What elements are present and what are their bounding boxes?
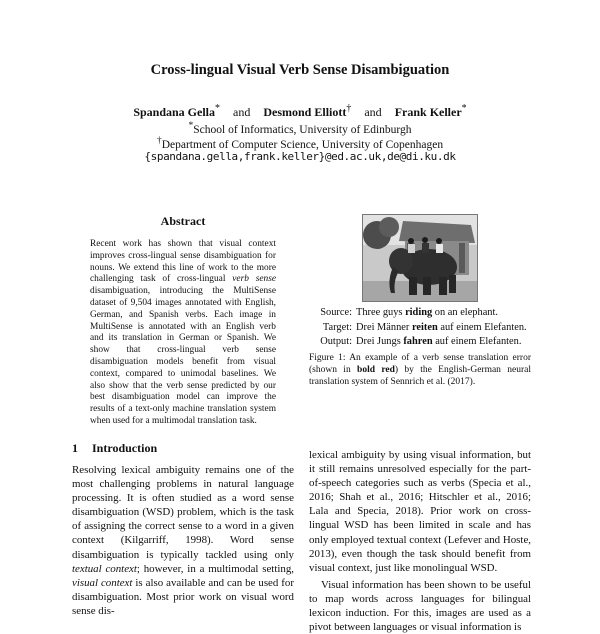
author-list — [0, 103, 600, 120]
elephant-riders-photo — [362, 214, 478, 302]
figure-line-text — [356, 335, 521, 350]
figure-line-label: Source: — [320, 307, 352, 318]
affiliation-text: School of Informatics, University of Edinburgh — [193, 123, 412, 136]
caption-text: ) by the English-German neural translation system of Sennrich et al. (2017). — [309, 365, 531, 387]
abstract-text: disambiguation, introducing the MultiSense dataset of 9,504 images annotated with English, German, and Spanish verbs. Each image in MultiSense is annotated with an English verb and its translation in German or Spanish. We show that cross-lingual verb sense disambiguation models benefit from visual context, compared to unimodal baselines. We also show that the verb sense predicted by our best disambiguation model can improve the results of a text-only machine translation system when used for a multimodal translation task. — [90, 286, 276, 426]
affiliation — [0, 120, 600, 136]
figure-line-label: Output: — [320, 336, 352, 347]
affiliation-mark: * — [188, 120, 194, 131]
right-column-body — [309, 448, 531, 634]
body-text: Resolving lexical ambiguity remains one of the most challenging problems in natural language processing. It is often studied as a word sense disambiguation (WSD) problem, which is the task of assigning the correct sense to a word in a given context (Kilgarriff, 1998). Word sense disambiguation is typically tackled using only — [72, 464, 294, 561]
paragraph: lexical ambiguity by using visual information, but it still remains unresolved especially for the part-of-speech categories such as verbs (Specia et al., 2016; Shah et al., 2016; Hitschler et al., 2016; Lala and Specia, 2018). Prior work on cross-lingual WSD has been limited in scale and has only employed textual context (Lefever and Hoste, 2013), even though the task should benefit from visual context, just like monolingual WSD. — [309, 449, 531, 574]
author-mark: † — [346, 103, 352, 114]
paragraph: Visual information has been shown to be useful to map words across languages for bilingual lexicon induction. For this, images are used as a pivot between languages or visual information is — [309, 578, 531, 634]
figure-output-line — [312, 335, 534, 350]
author-name: Desmond Elliott — [263, 105, 347, 119]
figure-text: auf einem Elefanten. — [432, 336, 522, 347]
body-text: is also available and can be used for disambiguation. Most prior work on visual word sense dis- — [72, 576, 294, 617]
abstract-body — [90, 239, 276, 428]
author-name: Spandana Gella — [133, 105, 216, 119]
figure-line-label: Target: — [322, 321, 352, 333]
figure-bold-verb: reiten — [411, 321, 438, 333]
author-emails: {spandana.gella,frank.keller}@ed.ac.uk,de@di.ku.dk — [144, 150, 456, 163]
abstract-text: Recent work has shown that visual context improves cross-lingual sense disambiguation for nouns. We extend this line of work to the more challenging task of cross-lingual — [90, 239, 276, 285]
figure-text: on an elephant. — [432, 307, 498, 318]
figure-translation-example — [312, 306, 534, 350]
figure-line-text — [356, 321, 527, 336]
figure-target-line — [312, 321, 534, 336]
figure-bold-verb: riding — [405, 307, 433, 318]
affiliation-text: Department of Computer Science, University of Copenhagen — [161, 138, 444, 151]
figure-bold-verb: fahren — [403, 336, 433, 347]
author-separator: and — [233, 105, 251, 119]
figure-text: auf einem Elefanten. — [437, 321, 527, 333]
figure-line-text — [356, 306, 498, 321]
abstract-italic: verb sense — [232, 274, 277, 285]
body-italic: textual context — [72, 562, 137, 575]
caption-text: Figure 1: An example of a verb sense translation error (shown in — [309, 353, 531, 375]
abstract-heading: Abstract — [160, 214, 206, 228]
figure-text: Three guys — [356, 307, 406, 318]
section-number: 1 — [72, 441, 78, 455]
left-column-body — [72, 463, 294, 618]
figure-text: Drei Männer — [356, 321, 412, 333]
author-separator: and — [364, 105, 382, 119]
affiliation-mark: † — [156, 135, 162, 146]
author-mark: * — [461, 103, 467, 114]
paragraph — [72, 463, 294, 618]
caption-bold: bold red — [357, 365, 395, 375]
author-mark: * — [215, 103, 221, 114]
section-title: Introduction — [92, 441, 158, 455]
affiliation — [0, 135, 600, 151]
body-text: ; however, in a multimodal setting, — [136, 562, 294, 575]
section-heading — [72, 441, 157, 456]
paper-title: Cross-lingual Visual Verb Sense Disambiguation — [150, 62, 450, 78]
figure-source-line — [312, 306, 534, 321]
figure-caption — [309, 352, 531, 388]
author-name: Frank Keller — [394, 105, 462, 119]
body-italic: visual context — [72, 576, 133, 589]
figure-text: Drei Jungs — [356, 336, 404, 347]
